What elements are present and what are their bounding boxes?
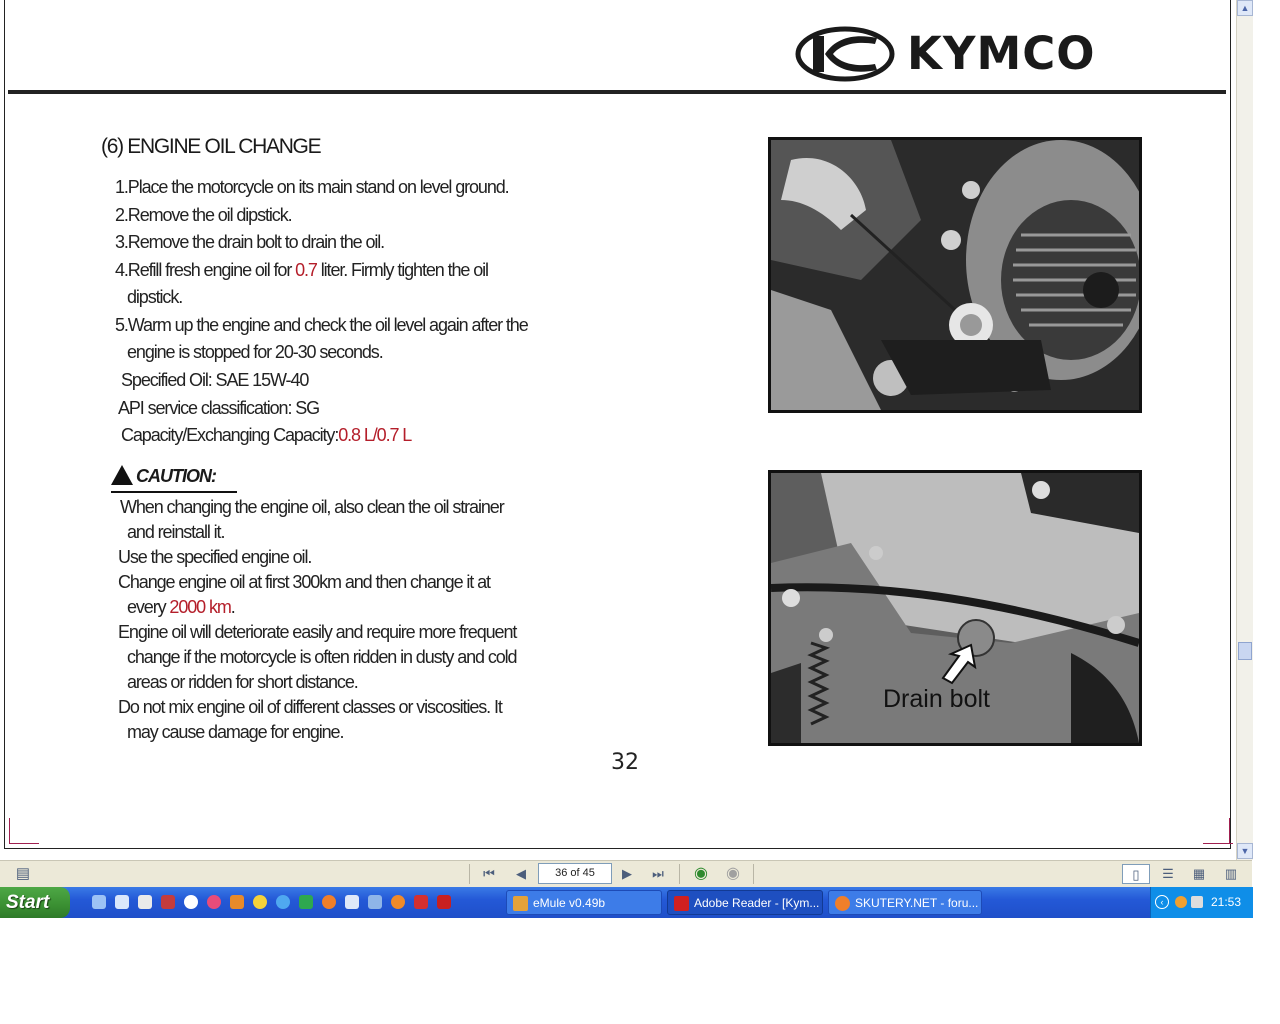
caution-underline xyxy=(111,491,237,493)
warning-icon xyxy=(111,465,133,485)
volume-icon[interactable] xyxy=(1191,896,1203,908)
drain-bolt-label: Drain bolt xyxy=(883,685,990,713)
quicklaunch-icon[interactable] xyxy=(345,895,359,909)
every-end: . xyxy=(230,597,235,617)
caution-line: When changing the engine oil, also clean the oil strainer xyxy=(120,497,504,517)
clock: 21:53 xyxy=(1211,895,1242,909)
quicklaunch-icon[interactable] xyxy=(138,895,152,909)
taskbar-button-adobe-reader[interactable] xyxy=(667,890,823,915)
scroll-up-button[interactable]: ▲ xyxy=(1237,0,1253,16)
taskbar-button-emule[interactable] xyxy=(506,890,662,915)
caution-line: Use the specified engine oil. xyxy=(118,547,312,567)
step-4-cont: dipstick. xyxy=(127,287,183,307)
crop-mark xyxy=(1203,843,1233,844)
caution-title: CAUTION: xyxy=(136,466,216,486)
caution-line: may cause damage for engine. xyxy=(127,722,344,742)
next-view-icon[interactable]: ◉ xyxy=(726,865,740,882)
every-text: every xyxy=(127,597,170,617)
browser-icon xyxy=(835,896,850,911)
facing-icon[interactable]: ▦ xyxy=(1192,866,1206,881)
navigation-toolbar xyxy=(0,860,1252,887)
quicklaunch-icon[interactable] xyxy=(230,895,244,909)
caution-line: and reinstall it. xyxy=(127,522,225,542)
quicklaunch-icon[interactable] xyxy=(92,895,106,909)
crop-mark xyxy=(1229,818,1230,843)
quicklaunch-icon[interactable] xyxy=(414,895,428,909)
taskbar-button-browser[interactable] xyxy=(828,890,982,915)
brand-name: KYMCO xyxy=(907,27,1096,80)
toolbar-separator xyxy=(753,864,754,884)
capacity-value: 0.8 L/0.7 L xyxy=(338,425,412,445)
quicklaunch-icon[interactable] xyxy=(253,895,267,909)
caution-line: Change engine oil at first 300km and then change it at xyxy=(118,572,490,592)
specified-oil: Specified Oil: SAE 15W-40 xyxy=(121,370,309,390)
quicklaunch-icon[interactable] xyxy=(299,895,313,909)
quicklaunch-icon[interactable] xyxy=(391,895,405,909)
scroll-down-button[interactable]: ▼ xyxy=(1237,843,1253,859)
crop-mark xyxy=(9,843,39,844)
quicklaunch-icon[interactable] xyxy=(437,895,451,909)
first-page-button[interactable]: ⏮ xyxy=(483,866,495,881)
step-1: 1.Place the motorcycle on its main stand on level ground. xyxy=(115,177,509,197)
step-5-cont: engine is stopped for 20-30 seconds. xyxy=(127,342,383,362)
crop-mark xyxy=(9,818,10,843)
quicklaunch-icon[interactable] xyxy=(207,895,221,909)
section-title: (6) ENGINE OIL CHANGE xyxy=(101,135,321,158)
single-page-icon[interactable]: ▯ xyxy=(1122,864,1150,884)
kymco-emblem-icon xyxy=(795,26,899,82)
step-5: 5.Warm up the engine and check the oil level again after the xyxy=(115,315,528,335)
continuous-icon[interactable]: ☰ xyxy=(1162,866,1174,881)
emule-icon xyxy=(513,896,528,911)
capacity xyxy=(121,425,411,446)
api-class: API service classification: SG xyxy=(118,398,320,418)
step-4-text-end: liter. Firmly tighten the oil xyxy=(316,260,488,280)
quicklaunch-icon[interactable] xyxy=(322,895,336,909)
quicklaunch-icon[interactable] xyxy=(115,895,129,909)
quicklaunch-icon[interactable] xyxy=(276,895,290,909)
caution-heading xyxy=(111,465,216,487)
caution-line: Do not mix engine oil of different classes or viscosities. It xyxy=(118,697,502,717)
task-label: eMule v0.49b xyxy=(533,896,606,910)
page-number: 32 xyxy=(611,750,639,775)
task-label: SKUTERY.NET - foru... xyxy=(855,896,979,910)
quicklaunch-icon[interactable] xyxy=(161,895,175,909)
last-page-button[interactable]: ⏭ xyxy=(652,866,664,881)
vertical-scrollbar[interactable] xyxy=(1236,0,1253,860)
next-page-button[interactable]: ▶ xyxy=(622,866,632,881)
caution-every xyxy=(127,597,235,618)
engine-photo-drain-bolt xyxy=(768,470,1142,746)
tray-expand-icon[interactable]: ‹ xyxy=(1155,895,1169,909)
caution-line: areas or ridden for short distance. xyxy=(127,672,358,692)
caution-line: change if the motorcycle is often ridden in dusty and cold xyxy=(127,647,517,667)
task-label: Adobe Reader - [Kym... xyxy=(694,896,820,910)
kymco-logo xyxy=(795,26,1125,82)
toolbar-separator xyxy=(679,864,680,884)
capacity-label: Capacity/Exchanging Capacity: xyxy=(121,425,339,445)
step-4 xyxy=(115,260,488,281)
windows-taskbar xyxy=(0,887,1252,918)
header-rule xyxy=(8,90,1226,94)
step-2: 2.Remove the oil dipstick. xyxy=(115,205,292,225)
oil-amount: 0.7 xyxy=(295,260,317,280)
tray-app-icon[interactable] xyxy=(1175,896,1187,908)
adobe-reader-icon xyxy=(674,896,689,911)
system-tray xyxy=(1150,887,1253,918)
caution-line: Engine oil will deteriorate easily and require more frequent xyxy=(118,622,517,642)
continuous-facing-icon[interactable]: ▥ xyxy=(1224,866,1238,881)
toolbar-separator xyxy=(469,864,470,884)
quicklaunch-icon[interactable] xyxy=(368,895,382,909)
pdf-page xyxy=(4,0,1231,849)
start-button[interactable]: Start xyxy=(0,887,70,918)
document-icon[interactable]: ▤ xyxy=(15,865,31,882)
quicklaunch-icon[interactable] xyxy=(184,895,198,909)
previous-page-button[interactable]: ◀ xyxy=(516,866,526,881)
previous-view-icon[interactable]: ◉ xyxy=(694,865,708,882)
engine-photo-dipstick xyxy=(768,137,1142,413)
page-number-field[interactable]: 36 of 45 xyxy=(538,863,612,884)
step-3: 3.Remove the drain bolt to drain the oil. xyxy=(115,232,385,252)
interval-value: 2000 km xyxy=(169,597,231,617)
scroll-thumb[interactable] xyxy=(1238,642,1252,660)
step-4-text: 4.Refill fresh engine oil for xyxy=(115,260,296,280)
